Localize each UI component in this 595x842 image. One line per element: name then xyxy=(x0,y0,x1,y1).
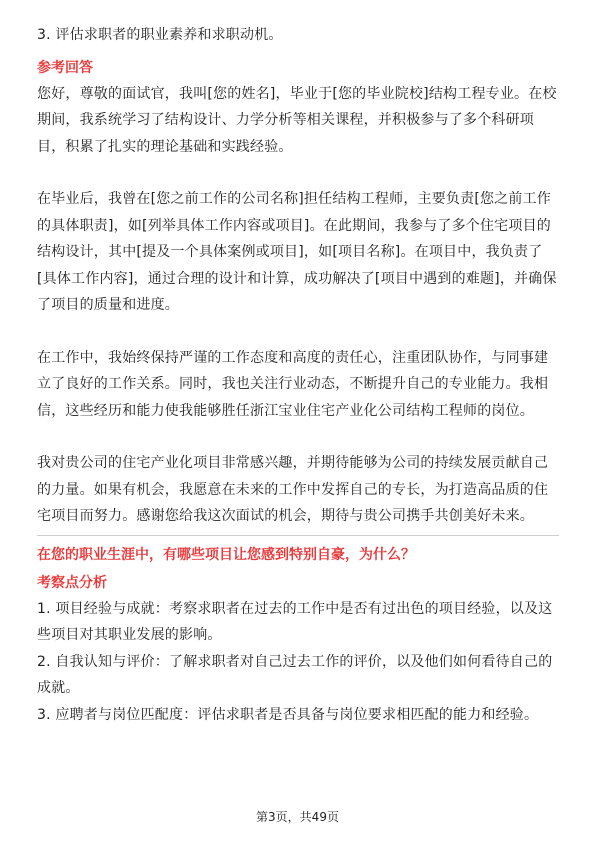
intro-item: 3. 评估求职者的职业素养和求职动机。 xyxy=(37,27,283,43)
paragraph-line: 在毕业后，我曾在[您之前工作的公司名称]担任结构工程师，主要负责[您之前工作 xyxy=(37,191,551,207)
paragraph-line: 信，这些经历和能力使我能够胜任浙江宝业住宅产业化公司结构工程师的岗位。 xyxy=(37,402,534,419)
paragraph-line: 目，积累了扎实的理论基础和实践经验。 xyxy=(37,138,293,155)
paragraph-line: 的力量。如果有机会，我愿意在未来的工作中发挥自己的专长，为打造高品质的住 xyxy=(37,481,549,498)
answer-paragraph-2 xyxy=(37,186,559,319)
analysis-heading: 考察点分析 xyxy=(37,574,107,591)
answer-paragraph-1 xyxy=(37,81,559,161)
answer-heading: 参考回答 xyxy=(37,59,93,76)
page-footer: 第3页，共49页 xyxy=(256,810,339,824)
paragraph-line: 在工作中，我始终保持严谨的工作态度和高度的责任心，注重团队协作，与同事建 xyxy=(37,349,549,366)
analysis-line: 3. 应聘者与岗位匹配度：评估求职者是否具备与岗位要求相匹配的能力和经验。 xyxy=(37,706,539,723)
paragraph-line: 立了良好的工作关系。同时，我也关注行业动态，不断提升自己的专业能力。我相 xyxy=(37,376,549,392)
paragraph-line: 了项目的质量和进度。 xyxy=(37,297,179,313)
analysis-list xyxy=(37,596,559,729)
paragraph-gap xyxy=(37,319,559,345)
section-divider xyxy=(37,535,559,536)
paragraph-gap xyxy=(37,160,559,186)
answer-paragraph-4 xyxy=(37,450,559,530)
paragraph-line: 宅项目而努力。感谢您给我这次面试的机会，期待与贵公司携手共创美好未来。 xyxy=(37,508,534,524)
paragraph-line: 我对贵公司的住宅产业化项目非常感兴趣，并期待能够为公司的持续发展贡献自己 xyxy=(37,455,549,471)
question-heading: 在您的职业生涯中，有哪些项目让您感到特别自豪，为什么？ xyxy=(37,546,415,563)
paragraph-line: 结构设计，其中[提及一个具体案例或项目]，如[项目名称]。在项目中，我负责了 xyxy=(37,244,543,260)
paragraph-line: 的具体职责]，如[列举具体工作内容或项目]。在此期间，我参与了多个住宅项目的 xyxy=(37,217,551,234)
analysis-line: 1. 项目经验与成就：考察求职者在过去的工作中是否有过出色的项目经验，以及这 xyxy=(37,600,553,617)
page-content xyxy=(37,22,559,728)
analysis-line: 2. 自我认知与评价：了解求职者对自己过去工作的评价，以及他们如何看待自己的 xyxy=(37,653,553,670)
analysis-line: 成就。 xyxy=(37,680,80,696)
paragraph-line: 期间，我系统学习了结构设计、力学分析等相关课程，并积极参与了多个科研项 xyxy=(37,112,534,128)
paragraph-gap xyxy=(37,424,559,450)
analysis-line: 些项目对其职业发展的影响。 xyxy=(37,627,222,643)
answer-paragraph-3 xyxy=(37,345,559,425)
paragraph-line: 您好，尊敬的面试官，我叫[您的姓名]，毕业于[您的毕业院校]结构工程专业。在校 xyxy=(37,85,557,102)
paragraph-line: [具体工作内容]，通过合理的设计和计算，成功解决了[项目中遇到的难题]，并确保 xyxy=(37,270,557,287)
